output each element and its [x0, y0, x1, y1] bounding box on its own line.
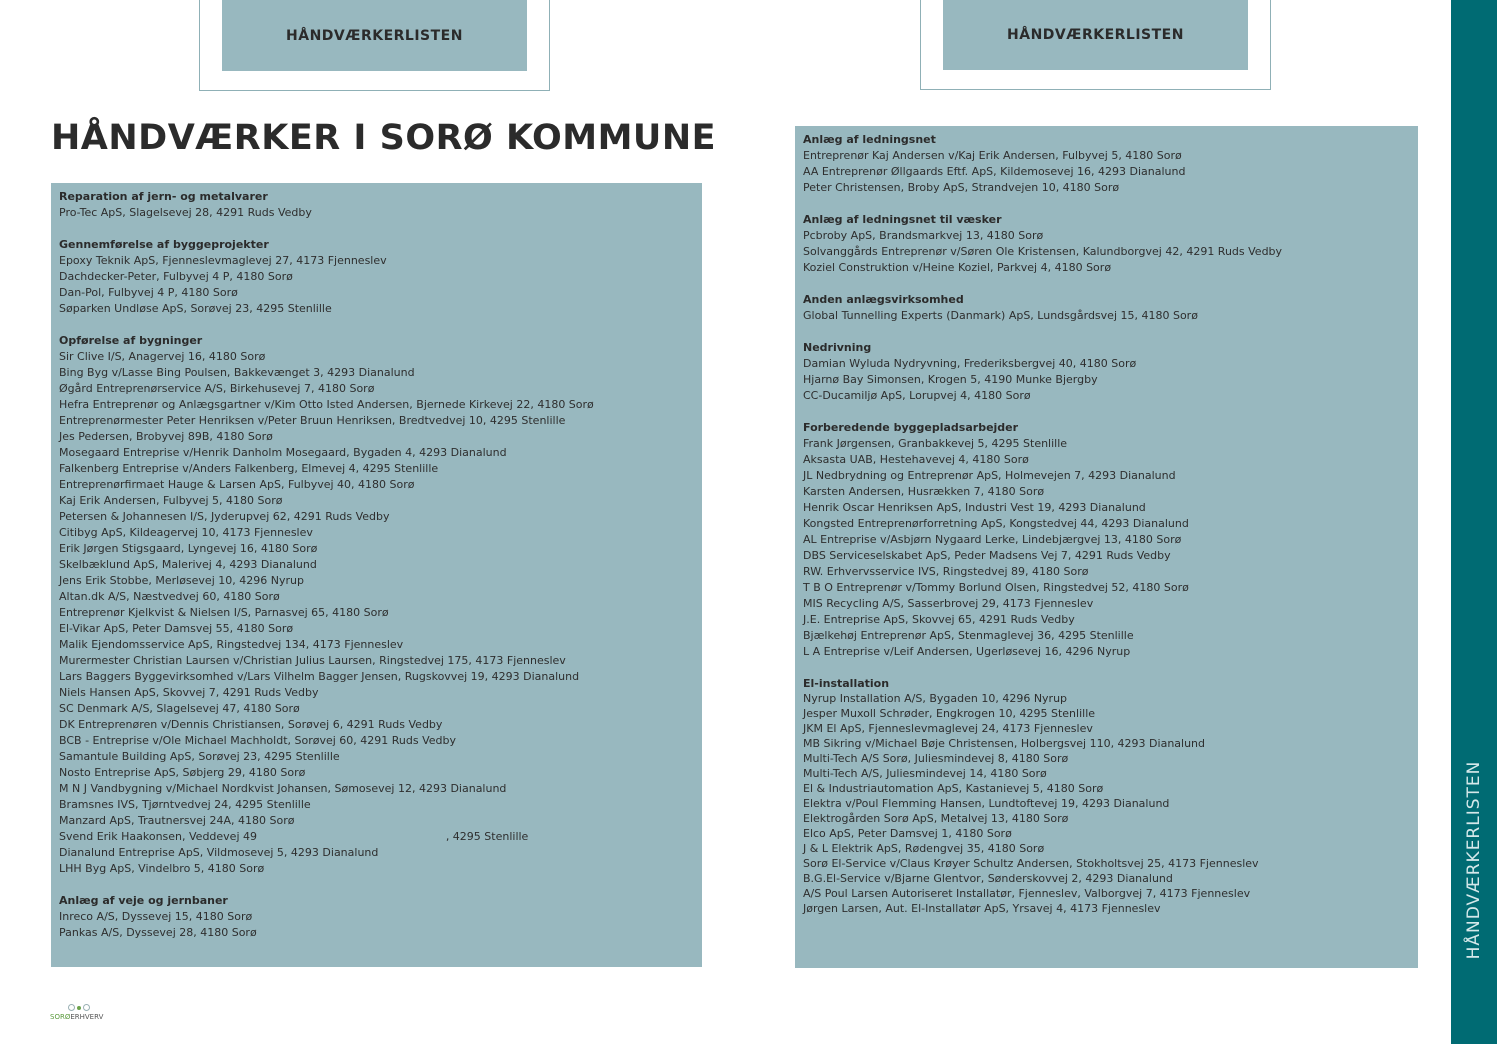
list-item: Pro-Tec ApS, Slagelsevej 28, 4291 Ruds Vedby	[59, 206, 312, 219]
section-title: Anden anlægsvirksomhed	[803, 293, 964, 306]
header-tab-left-label: HÅNDVÆRKERLISTEN	[222, 0, 527, 71]
section-title: Nedrivning	[803, 341, 872, 354]
list-item: B.G.El-Service v/Bjarne Glentvor, Sønderskovvej 2, 4293 Dianalund	[803, 872, 1173, 885]
list-item: Pankas A/S, Dyssevej 28, 4180 Sorø	[59, 926, 257, 939]
list-item: Mosegaard Entreprise v/Henrik Danholm Mosegaard, Bygaden 4, 4293 Dianalund	[59, 446, 507, 459]
list-item: Bing Byg v/Lasse Bing Poulsen, Bakkevænget 3, 4293 Dianalund	[59, 366, 415, 379]
list-item: Jørgen Larsen, Aut. El-Installatør ApS, Yrsavej 4, 4173 Fjenneslev	[803, 902, 1161, 915]
list-item: Citibyg ApS, Kildeagervej 10, 4173 Fjenneslev	[59, 526, 313, 539]
list-item: Bramsnes IVS, Tjørntvedvej 24, 4295 Stenlille	[59, 798, 311, 811]
list-item: Jesper Muxoll Schrøder, Engkrogen 10, 4295 Stenlille	[803, 707, 1096, 720]
list-item: Global Tunnelling Experts (Danmark) ApS, Lundsgårdsvej 15, 4180 Sorø	[803, 309, 1198, 322]
list-item: BCB - Entreprise v/Ole Michael Machholdt, Sorøvej 60, 4291 Ruds Vedby	[59, 734, 457, 747]
list-item: Jes Pedersen, Brobyvej 89B, 4180 Sorø	[59, 430, 273, 443]
section-title: Opførelse af bygninger	[59, 334, 203, 347]
section-title: Forberedende byggepladsarbejder	[803, 421, 1019, 434]
list-item: Damian Wyluda Nydryvning, Frederiksbergvej 40, 4180 Sorø	[803, 357, 1137, 370]
list-item: Entreprenørmester Peter Henriksen v/Peter Bruun Henriksen, Bredtvedvej 10, 4295 Stenlille	[59, 414, 566, 427]
list-item: AA Entreprenør Øllgaards Eftf. ApS, Kildemosevej 16, 4293 Dianalund	[803, 165, 1186, 178]
list-item: MIS Recycling A/S, Sasserbrovej 29, 4173 Fjenneslev	[803, 597, 1094, 610]
list-item: RW. Erhvervsservice IVS, Ringstedvej 89, 4180 Sorø	[803, 565, 1089, 578]
list-item: Pcbroby ApS, Brandsmarkvej 13, 4180 Sorø	[803, 229, 1044, 242]
list-item: Inreco A/S, Dyssevej 15, 4180 Sorø	[59, 910, 253, 923]
section-title: Anlæg af ledningsnet	[803, 133, 936, 146]
list-item: T B O Entreprenør v/Tommy Borlund Olsen, Ringstedvej 52, 4180 Sorø	[803, 581, 1189, 594]
list-item: JKM El ApS, Fjenneslevmaglevej 24, 4173 Fjenneslev	[803, 722, 1093, 735]
section-opfoerelse-af-bygninger	[59, 333, 694, 877]
list-item: Nyrup Installation A/S, Bygaden 10, 4296 Nyrup	[803, 692, 1068, 705]
section-title: Gennemførelse af byggeprojekter	[59, 238, 269, 251]
list-item: SC Denmark A/S, Slagelsevej 47, 4180 Sorø	[59, 702, 300, 715]
list-item: Søparken Undløse ApS, Sorøvej 23, 4295 Stenlille	[59, 302, 332, 315]
header-tab-right-label: HÅNDVÆRKERLISTEN	[943, 0, 1248, 70]
list-item: Dachdecker-Peter, Fulbyvej 4 P, 4180 Sorø	[59, 270, 293, 283]
sidebar-label: HÅNDVÆRKERLISTEN	[1464, 760, 1484, 960]
list-item: Falkenberg Entreprise v/Anders Falkenberg, Elmevej 4, 4295 Stenlille	[59, 462, 439, 475]
list-item: Sorø El-Service v/Claus Krøyer Schultz Andersen, Stokholtsvej 25, 4173 Fjenneslev	[803, 857, 1259, 870]
section-gennemfoerelse-af-byggeprojekter	[59, 237, 694, 317]
list-item: Multi-Tech A/S, Juliesmindevej 14, 4180 Sorø	[803, 767, 1047, 780]
section-anden-anlaegsvirksomhed	[803, 292, 1410, 324]
section-title: El-installation	[803, 677, 890, 690]
list-item: Entreprenør Kjelkvist & Nielsen I/S, Parnasvej 65, 4180 Sorø	[59, 606, 389, 619]
list-item: Hjarnø Bay Simonsen, Krogen 5, 4190 Munke Bjergby	[803, 373, 1098, 386]
list-item: M N J Vandbygning v/Michael Nordkvist Johansen, Sømosevej 12, 4293 Dianalund	[59, 782, 507, 795]
list-item: Entreprenørfirmaet Hauge & Larsen ApS, Fulbyvej 40, 4180 Sorø	[59, 478, 415, 491]
section-title: Anlæg af ledningsnet til væsker	[803, 213, 1002, 226]
right-listing-panel	[795, 126, 1418, 968]
list-item: Hefra Entreprenør og Anlægsgartner v/Kim Otto Isted Andersen, Bjernede Kirkevej 22, 4180 Sorø	[59, 398, 594, 411]
header-tab-left	[199, 0, 550, 91]
section-title: Anlæg af veje og jernbaner	[59, 894, 228, 907]
list-item: Epoxy Teknik ApS, Fjenneslevmaglevej 27, 4173 Fjenneslev	[59, 254, 387, 267]
logo-text: SORØERHVERV	[50, 1013, 104, 1021]
list-item: Bjælkehøj Entreprenør ApS, Stenmaglevej 36, 4295 Stenlille	[803, 629, 1134, 642]
list-item: Øgård Entreprenørservice A/S, Birkehusevej 7, 4180 Sorø	[59, 382, 375, 395]
section-forberedende-byggepladsarbejder	[803, 420, 1410, 660]
list-item: AL Entreprise v/Asbjørn Nygaard Lerke, Lindebjærgvej 13, 4180 Sorø	[803, 533, 1182, 546]
list-item: DBS Serviceselskabet ApS, Peder Madsens Vej 7, 4291 Ruds Vedby	[803, 549, 1171, 562]
list-item: Kongsted Entreprenørforretning ApS, Kongstedvej 44, 4293 Dianalund	[803, 517, 1189, 530]
section-anlaeg-af-ledningsnet-til-vaesker	[803, 212, 1410, 276]
list-item: Samantule Building ApS, Sorøvej 23, 4295 Stenlille	[59, 750, 340, 763]
list-item: MB Sikring v/Michael Bøje Christensen, Holbergsvej 110, 4293 Dianalund	[803, 737, 1206, 750]
header-tab-right	[920, 0, 1271, 90]
list-item: Dan-Pol, Fulbyvej 4 P, 4180 Sorø	[59, 286, 238, 299]
section-el-installation	[803, 676, 1410, 916]
list-item: CC-Ducamiljø ApS, Lorupvej 4, 4180 Sorø	[803, 389, 1031, 402]
list-item: Manzard ApS, Trautnersvej 24A, 4180 Sorø	[59, 814, 295, 827]
list-item: El & Industriautomation ApS, Kastanievej 5, 4180 Sorø	[803, 782, 1104, 795]
list-item: Koziel Construktion v/Heine Koziel, Parkvej 4, 4180 Sorø	[803, 261, 1112, 274]
list-item: Erik Jørgen Stigsgaard, Lyngevej 16, 4180 Sorø	[59, 542, 318, 555]
list-item: Solvanggårds Entreprenør v/Søren Ole Kristensen, Kalundborgvej 42, 4291 Ruds Vedby	[803, 245, 1283, 258]
list-item: Multi-Tech A/S Sorø, Juliesmindevej 8, 4180 Sorø	[803, 752, 1069, 765]
list-item: Elektrogården Sorø ApS, Metalvej 13, 4180 Sorø	[803, 812, 1069, 825]
list-item: Petersen & Johannesen I/S, Jyderupvej 62, 4291 Ruds Vedby	[59, 510, 390, 523]
logo-circles-icon	[68, 1002, 98, 1012]
list-item: Henrik Oscar Henriksen ApS, Industri Vest 19, 4293 Dianalund	[803, 501, 1146, 514]
list-item: Sir Clive I/S, Anagervej 16, 4180 Sorø	[59, 350, 266, 363]
left-listing-panel	[51, 183, 702, 967]
page-title: HÅNDVÆRKER I SORØ KOMMUNE	[51, 118, 717, 158]
list-item: Elektra v/Poul Flemming Hansen, Lundtoftevej 19, 4293 Dianalund	[803, 797, 1170, 810]
list-item: Malik Ejendomsservice ApS, Ringstedvej 134, 4173 Fjenneslev	[59, 638, 404, 651]
list-item: Skelbæklund ApS, Malerivej 4, 4293 Dianalund	[59, 558, 317, 571]
list-item: LHH Byg ApS, Vindelbro 5, 4180 Sorø	[59, 862, 265, 875]
list-item: Niels Hansen ApS, Skovvej 7, 4291 Ruds Vedby	[59, 686, 319, 699]
section-nedrivning	[803, 340, 1410, 404]
list-item: L A Entreprise v/Leif Andersen, Ugerløsevej 16, 4296 Nyrup	[803, 645, 1131, 658]
list-item: Frank Jørgensen, Granbakkevej 5, 4295 Stenlille	[803, 437, 1068, 450]
list-item: Altan.dk A/S, Næstvedvej 60, 4180 Sorø	[59, 590, 280, 603]
list-item: Peter Christensen, Broby ApS, Strandvejen 10, 4180 Sorø	[803, 181, 1120, 194]
list-item: Entreprenør Kaj Andersen v/Kaj Erik Andersen, Fulbyvej 5, 4180 Sorø	[803, 149, 1182, 162]
list-item: El-Vikar ApS, Peter Damsvej 55, 4180 Sorø	[59, 622, 294, 635]
list-item: J & L Elektrik ApS, Rødengvej 35, 4180 Sorø	[803, 842, 1045, 855]
section-title: Reparation af jern- og metalvarer	[59, 190, 268, 203]
list-item: Elco ApS, Peter Damsvej 1, 4180 Sorø	[803, 827, 1012, 840]
list-item: Svend Erik Haakonsen, Veddevej 49 , 4295 Stenlille	[59, 830, 529, 843]
list-item: J.E. Entreprise ApS, Skovvej 65, 4291 Ruds Vedby	[803, 613, 1075, 626]
sidebar	[1451, 0, 1497, 1044]
list-item: Karsten Andersen, Husrækken 7, 4180 Sorø	[803, 485, 1045, 498]
list-item: JL Nedbrydning og Entreprenør ApS, Holmevejen 7, 4293 Dianalund	[803, 469, 1176, 482]
list-item: Aksasta UAB, Hestehavevej 4, 4180 Sorø	[803, 453, 1029, 466]
list-item: Murermester Christian Laursen v/Christian Julius Laursen, Ringstedvej 175, 4173 Fjenneslev	[59, 654, 566, 667]
list-item: Jens Erik Stobbe, Merløsevej 10, 4296 Nyrup	[59, 574, 304, 587]
list-item: DK Entreprenøren v/Dennis Christiansen, Sorøvej 6, 4291 Ruds Vedby	[59, 718, 443, 731]
section-anlaeg-af-veje-og-jernbaner	[59, 893, 694, 941]
section-reparation-af-jern-og-metalvarer	[59, 189, 694, 221]
list-item: Kaj Erik Andersen, Fulbyvej 5, 4180 Sorø	[59, 494, 283, 507]
section-anlaeg-af-ledningsnet	[803, 132, 1410, 196]
list-item: A/S Poul Larsen Autoriseret Installatør, Fjenneslev, Valborgvej 7, 4173 Fjenneslev	[803, 887, 1251, 900]
soro-erhverv-logo	[50, 1002, 102, 1024]
list-item: Nosto Entreprise ApS, Søbjerg 29, 4180 Sorø	[59, 766, 306, 779]
list-item: Dianalund Entreprise ApS, Vildmosevej 5, 4293 Dianalund	[59, 846, 379, 859]
list-item: Lars Baggers Byggevirksomhed v/Lars Vilhelm Bagger Jensen, Rugskovvej 19, 4293 Dianalund	[59, 670, 580, 683]
